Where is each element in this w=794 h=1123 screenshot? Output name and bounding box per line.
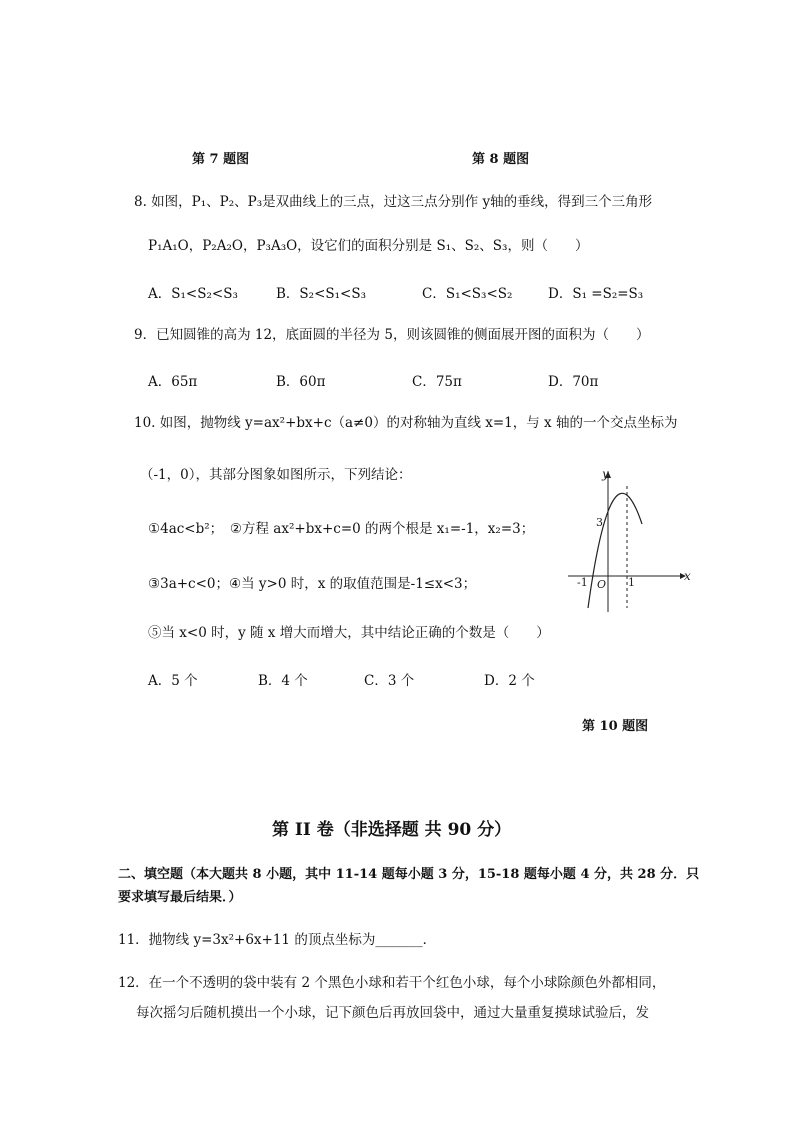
question-8-line-1: 8. 如图，P₁、P₂、P₃是双曲线上的三点，过这三点分别作 y轴的垂线，得到三个三角形 <box>134 194 653 210</box>
question-8-option-b: B．S₂<S₁<S₃ <box>276 286 367 302</box>
section-2-heading-line-2: 要求填写最后结果．） <box>118 890 242 905</box>
figure-10-caption: 第 10 题图 <box>582 719 649 734</box>
parabola-graph <box>562 462 694 622</box>
figure-8-caption: 第 8 题图 <box>472 152 530 167</box>
question-10-line-4: ③3a+c<0；④当 y>0 时，x 的取值范围是-1≤x<3； <box>148 576 477 592</box>
question-10-option-a: A．5 个 <box>148 673 198 689</box>
question-9-option-c: C．75π <box>412 374 462 390</box>
question-10-option-d: D．2 个 <box>484 673 535 689</box>
origin-label: O <box>597 578 607 591</box>
tick-label-neg1: -1 <box>577 576 588 589</box>
question-10-option-c: C．3 个 <box>364 673 415 689</box>
y-axis-label: y <box>602 467 609 481</box>
question-10-option-b: B．4 个 <box>258 673 308 689</box>
question-8-line-2: P₁A₁O，P₂A₂O，P₃A₃O，设它们的面积分别是 S₁、S₂、S₃，则（ ） <box>148 238 589 254</box>
question-8-option-a: A．S₁<S₂<S₃ <box>148 286 238 302</box>
question-12-line-1: 12．在一个不透明的袋中装有 2 个黑色小球和若干个红色小球，每个小球除颜色外都相同， <box>118 975 666 991</box>
tick-label-3: 3 <box>596 516 603 529</box>
tick-label-1: 1 <box>628 576 635 589</box>
question-12-line-2: 每次摇匀后随机摸出一个小球，记下颜色后再放回袋中，通过大量重复摸球试验后，发 <box>136 1005 649 1021</box>
question-8-option-d: D．S₁ =S₂=S₃ <box>548 286 644 302</box>
question-9-option-b: B．60π <box>276 374 326 390</box>
question-10-line-5: ⑤当 x<0 时，y 随 x 增大而增大，其中结论正确的个数是（ ） <box>148 625 550 641</box>
x-axis-label: x <box>684 569 691 583</box>
question-9-line-1: 9．已知圆锥的高为 12，底面圆的半径为 5，则该圆锥的侧面展开图的面积为（ ） <box>134 327 650 343</box>
question-10-line-1: 10. 如图，抛物线 y=ax²+bx+c（a≠0）的对称轴为直线 x=1，与 x 轴的一个交点坐标为 <box>134 415 678 431</box>
figure-7-caption: 第 7 题图 <box>192 152 250 167</box>
question-10-line-3: ①4ac<b²； ②方程 ax²+bx+c=0 的两个根是 x₁=-1，x₂=3； <box>148 521 535 537</box>
question-10-line-2: （-1，0），其部分图象如图所示，下列结论： <box>140 467 412 483</box>
question-9-option-d: D．70π <box>548 374 599 390</box>
question-8-option-c: C．S₁<S₃<S₂ <box>422 286 513 302</box>
section-2-title: 第 II 卷（非选择题 共 90 分） <box>272 820 512 840</box>
question-9-option-a: A．65π <box>148 374 198 390</box>
section-2-heading-line-1: 二、填空题（本大题共 8 小题，其中 11-14 题每小题 3 分，15-18 题每小题 4 分，共 28 分．只 <box>118 867 700 882</box>
question-11-line-1: 11．抛物线 y=3x²+6x+11 的顶点坐标为_______． <box>118 932 437 948</box>
